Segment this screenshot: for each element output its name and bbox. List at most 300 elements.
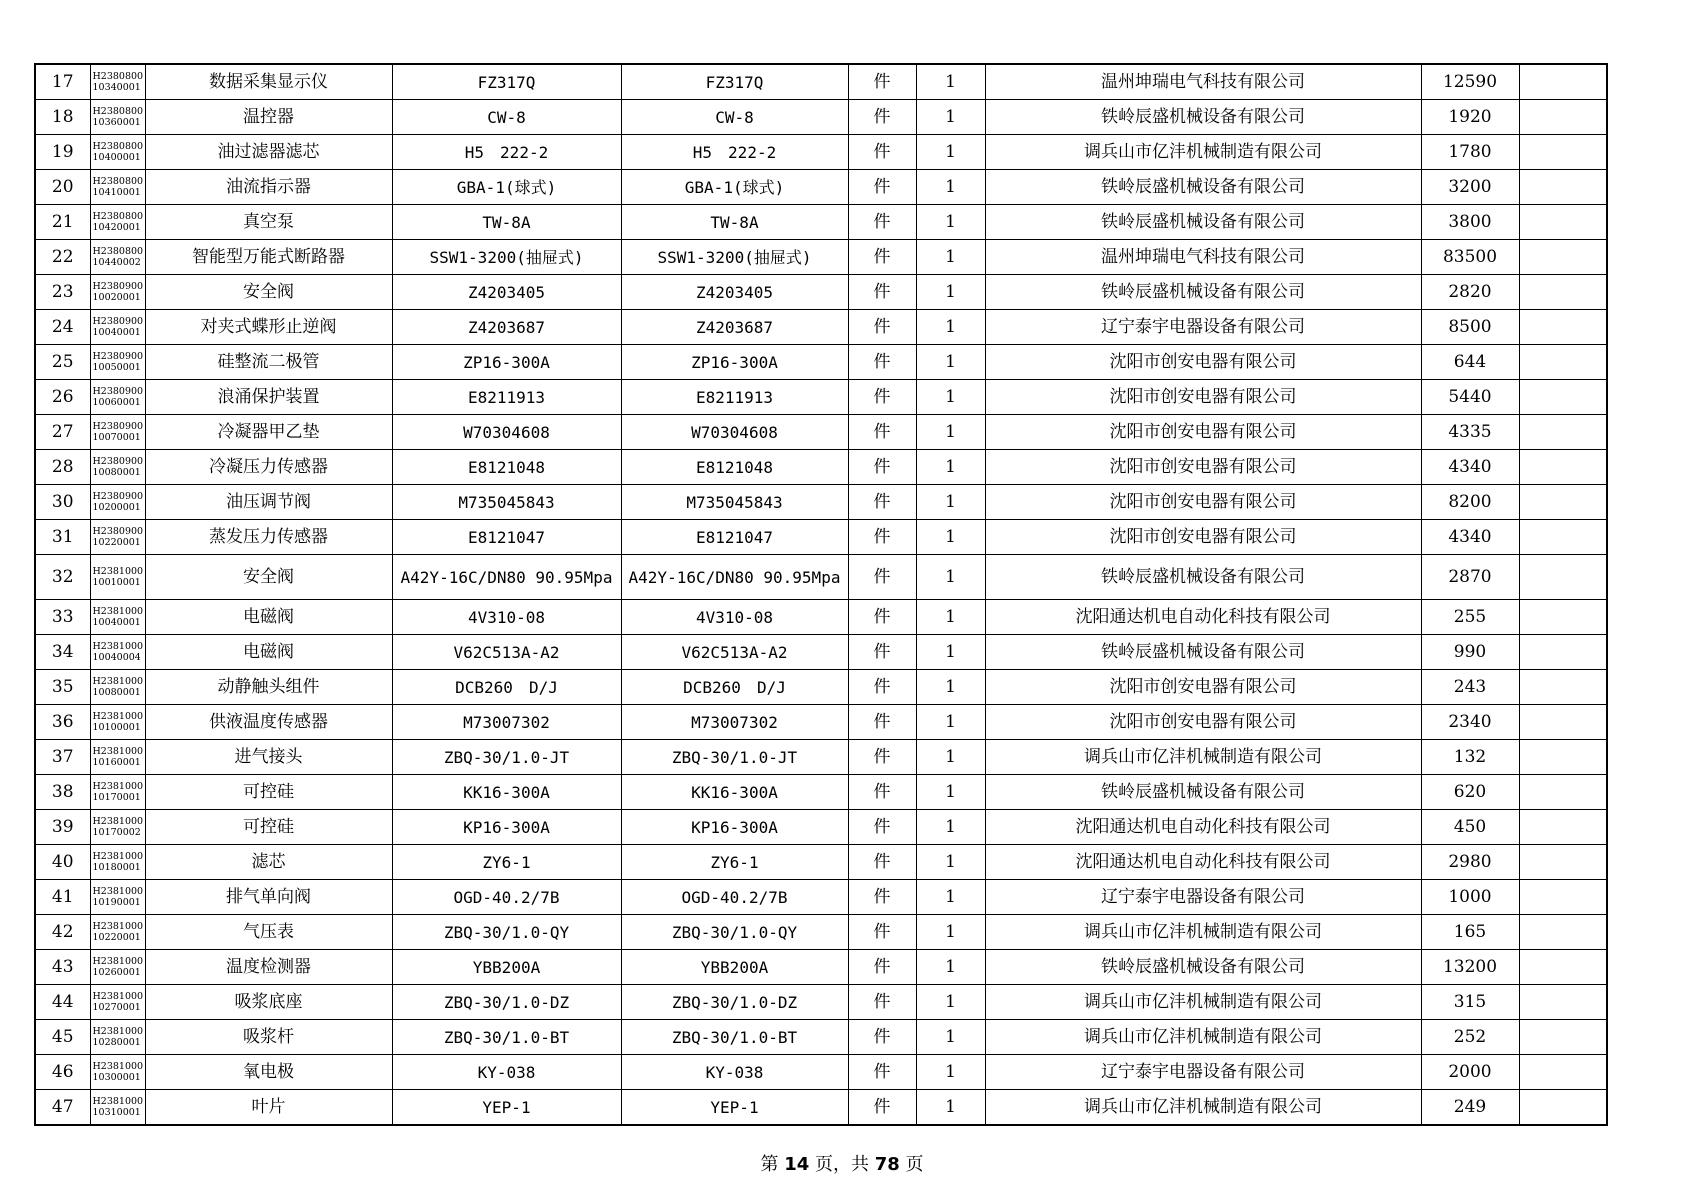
table-row — [35, 170, 1607, 205]
unit-cell: 件 — [848, 740, 916, 775]
item-name-cell: 氧电极 — [145, 1055, 392, 1090]
supplier-cell: 调兵山市亿沣机械制造有限公司 — [985, 985, 1421, 1020]
table-row — [35, 670, 1607, 705]
material-code-cell: H2381000 10010001 — [90, 555, 145, 600]
quantity-cell: 1 — [916, 635, 985, 670]
unit-cell: 件 — [848, 1055, 916, 1090]
table-row — [35, 950, 1607, 985]
item-name-cell: 动静触头组件 — [145, 670, 392, 705]
total-page-number: 78 — [874, 1154, 900, 1175]
remark-cell — [1519, 170, 1607, 205]
quantity-cell: 1 — [916, 310, 985, 345]
row-number-cell: 18 — [35, 100, 90, 135]
specification-cell: M73007302 — [392, 705, 621, 740]
unit-cell: 件 — [848, 555, 916, 600]
supplier-cell: 调兵山市亿沣机械制造有限公司 — [985, 915, 1421, 950]
remark-cell — [1519, 705, 1607, 740]
row-number-cell: 44 — [35, 985, 90, 1020]
specification-cell: E8121047 — [392, 520, 621, 555]
model-cell: 4V310-08 — [621, 600, 848, 635]
remark-cell — [1519, 450, 1607, 485]
material-code-cell: H2381000 10300001 — [90, 1055, 145, 1090]
remark-cell — [1519, 1090, 1607, 1126]
row-number-cell: 41 — [35, 880, 90, 915]
specification-cell: V62C513A-A2 — [392, 635, 621, 670]
specification-cell: YBB200A — [392, 950, 621, 985]
price-cell: 8200 — [1421, 485, 1519, 520]
row-number-cell: 24 — [35, 310, 90, 345]
remark-cell — [1519, 635, 1607, 670]
supplier-cell: 温州坤瑞电气科技有限公司 — [985, 64, 1421, 100]
row-number-cell: 21 — [35, 205, 90, 240]
remark-cell — [1519, 64, 1607, 100]
unit-cell: 件 — [848, 775, 916, 810]
model-cell: ZP16-300A — [621, 345, 848, 380]
price-cell: 1920 — [1421, 100, 1519, 135]
supplier-cell: 沈阳市创安电器有限公司 — [985, 520, 1421, 555]
price-cell: 2980 — [1421, 845, 1519, 880]
supplier-cell: 沈阳市创安电器有限公司 — [985, 450, 1421, 485]
specification-cell: E8121048 — [392, 450, 621, 485]
table-row — [35, 845, 1607, 880]
table-row — [35, 485, 1607, 520]
row-number-cell: 40 — [35, 845, 90, 880]
item-name-cell: 气压表 — [145, 915, 392, 950]
item-name-cell: 浪涌保护装置 — [145, 380, 392, 415]
remark-cell — [1519, 915, 1607, 950]
unit-cell: 件 — [848, 600, 916, 635]
specification-cell: KK16-300A — [392, 775, 621, 810]
price-cell: 3200 — [1421, 170, 1519, 205]
item-name-cell: 油过滤器滤芯 — [145, 135, 392, 170]
row-number-cell: 37 — [35, 740, 90, 775]
supplier-cell: 调兵山市亿沣机械制造有限公司 — [985, 1090, 1421, 1126]
table-row — [35, 1020, 1607, 1055]
material-code-cell: H2380800 10400001 — [90, 135, 145, 170]
remark-cell — [1519, 740, 1607, 775]
table-row — [35, 600, 1607, 635]
specification-cell: ZY6-1 — [392, 845, 621, 880]
unit-cell: 件 — [848, 1090, 916, 1126]
supplier-cell: 铁岭辰盛机械设备有限公司 — [985, 100, 1421, 135]
material-code-cell: H2380900 10070001 — [90, 415, 145, 450]
model-cell: H5 222-2 — [621, 135, 848, 170]
row-number-cell: 31 — [35, 520, 90, 555]
quantity-cell: 1 — [916, 520, 985, 555]
quantity-cell: 1 — [916, 205, 985, 240]
table-row — [35, 740, 1607, 775]
price-cell: 644 — [1421, 345, 1519, 380]
item-name-cell: 安全阀 — [145, 555, 392, 600]
table-row — [35, 240, 1607, 275]
specification-cell: FZ317Q — [392, 64, 621, 100]
quantity-cell: 1 — [916, 100, 985, 135]
item-name-cell: 冷凝器甲乙垫 — [145, 415, 392, 450]
quantity-cell: 1 — [916, 670, 985, 705]
unit-cell: 件 — [848, 345, 916, 380]
unit-cell: 件 — [848, 100, 916, 135]
item-name-cell: 吸浆杆 — [145, 1020, 392, 1055]
material-code-cell: H2380900 10060001 — [90, 380, 145, 415]
material-code-cell: H2380800 10360001 — [90, 100, 145, 135]
price-cell: 255 — [1421, 600, 1519, 635]
table-row — [35, 100, 1607, 135]
item-name-cell: 可控硅 — [145, 775, 392, 810]
material-code-cell: H2380800 10420001 — [90, 205, 145, 240]
row-number-cell: 19 — [35, 135, 90, 170]
model-cell: YBB200A — [621, 950, 848, 985]
model-cell: W70304608 — [621, 415, 848, 450]
model-cell: TW-8A — [621, 205, 848, 240]
item-name-cell: 电磁阀 — [145, 600, 392, 635]
supplier-cell: 沈阳市创安电器有限公司 — [985, 670, 1421, 705]
footer-mid: 页，共 — [815, 1154, 869, 1175]
remark-cell — [1519, 1055, 1607, 1090]
item-name-cell: 吸浆底座 — [145, 985, 392, 1020]
table-row — [35, 415, 1607, 450]
unit-cell: 件 — [848, 310, 916, 345]
quantity-cell: 1 — [916, 1090, 985, 1126]
material-code-cell: H2380900 10220001 — [90, 520, 145, 555]
specification-cell: SSW1-3200(抽屉式) — [392, 240, 621, 275]
table-row — [35, 520, 1607, 555]
row-number-cell: 45 — [35, 1020, 90, 1055]
price-cell: 252 — [1421, 1020, 1519, 1055]
price-cell: 620 — [1421, 775, 1519, 810]
model-cell: Z4203405 — [621, 275, 848, 310]
model-cell: KY-038 — [621, 1055, 848, 1090]
table-row — [35, 64, 1607, 100]
model-cell: M73007302 — [621, 705, 848, 740]
specification-cell: W70304608 — [392, 415, 621, 450]
table-row — [35, 915, 1607, 950]
unit-cell: 件 — [848, 880, 916, 915]
price-cell: 1000 — [1421, 880, 1519, 915]
material-code-cell: H2381000 10040001 — [90, 600, 145, 635]
price-cell: 4340 — [1421, 520, 1519, 555]
remark-cell — [1519, 100, 1607, 135]
quantity-cell: 1 — [916, 985, 985, 1020]
quantity-cell: 1 — [916, 485, 985, 520]
unit-cell: 件 — [848, 635, 916, 670]
row-number-cell: 26 — [35, 380, 90, 415]
price-cell: 2870 — [1421, 555, 1519, 600]
specification-cell: ZBQ-30/1.0-QY — [392, 915, 621, 950]
specification-cell: Z4203687 — [392, 310, 621, 345]
supplier-cell: 铁岭辰盛机械设备有限公司 — [985, 275, 1421, 310]
model-cell: OGD-40.2/7B — [621, 880, 848, 915]
specification-cell: DCB260 D/J — [392, 670, 621, 705]
specification-cell: ZP16-300A — [392, 345, 621, 380]
material-code-cell: H2380900 10050001 — [90, 345, 145, 380]
remark-cell — [1519, 485, 1607, 520]
unit-cell: 件 — [848, 985, 916, 1020]
material-code-cell: H2380900 10020001 — [90, 275, 145, 310]
quantity-cell: 1 — [916, 845, 985, 880]
item-name-cell: 电磁阀 — [145, 635, 392, 670]
item-name-cell: 叶片 — [145, 1090, 392, 1126]
supplier-cell: 调兵山市亿沣机械制造有限公司 — [985, 740, 1421, 775]
model-cell: V62C513A-A2 — [621, 635, 848, 670]
specification-cell: ZBQ-30/1.0-DZ — [392, 985, 621, 1020]
material-code-cell: H2381000 10280001 — [90, 1020, 145, 1055]
remark-cell — [1519, 1020, 1607, 1055]
unit-cell: 件 — [848, 950, 916, 985]
supplier-cell: 沈阳市创安电器有限公司 — [985, 415, 1421, 450]
specification-cell: TW-8A — [392, 205, 621, 240]
quantity-cell: 1 — [916, 135, 985, 170]
table-row — [35, 205, 1607, 240]
price-cell: 2340 — [1421, 705, 1519, 740]
table-row — [35, 1090, 1607, 1126]
price-cell: 243 — [1421, 670, 1519, 705]
quantity-cell: 1 — [916, 880, 985, 915]
row-number-cell: 38 — [35, 775, 90, 810]
price-cell: 2000 — [1421, 1055, 1519, 1090]
item-name-cell: 进气接头 — [145, 740, 392, 775]
specification-cell: A42Y-16C/DN80 90.95Mpa — [392, 555, 621, 600]
remark-cell — [1519, 600, 1607, 635]
remark-cell — [1519, 520, 1607, 555]
item-name-cell: 智能型万能式断路器 — [145, 240, 392, 275]
supplier-cell: 调兵山市亿沣机械制造有限公司 — [985, 135, 1421, 170]
unit-cell: 件 — [848, 275, 916, 310]
item-name-cell: 滤芯 — [145, 845, 392, 880]
specification-cell: M735045843 — [392, 485, 621, 520]
footer-prefix: 第 — [760, 1154, 779, 1175]
model-cell: E8211913 — [621, 380, 848, 415]
unit-cell: 件 — [848, 485, 916, 520]
table-row — [35, 345, 1607, 380]
row-number-cell: 28 — [35, 450, 90, 485]
model-cell: ZBQ-30/1.0-BT — [621, 1020, 848, 1055]
footer-suffix: 页 — [905, 1154, 924, 1175]
item-name-cell: 对夹式蝶形止逆阀 — [145, 310, 392, 345]
quantity-cell: 1 — [916, 1020, 985, 1055]
remark-cell — [1519, 345, 1607, 380]
unit-cell: 件 — [848, 205, 916, 240]
specification-cell: ZBQ-30/1.0-JT — [392, 740, 621, 775]
table-row — [35, 985, 1607, 1020]
unit-cell: 件 — [848, 845, 916, 880]
price-cell: 12590 — [1421, 64, 1519, 100]
item-name-cell: 冷凝压力传感器 — [145, 450, 392, 485]
unit-cell: 件 — [848, 915, 916, 950]
table-row — [35, 275, 1607, 310]
price-cell: 450 — [1421, 810, 1519, 845]
model-cell: E8121048 — [621, 450, 848, 485]
material-code-cell: H2381000 10180001 — [90, 845, 145, 880]
material-code-cell: H2381000 10190001 — [90, 880, 145, 915]
unit-cell: 件 — [848, 1020, 916, 1055]
table-row — [35, 310, 1607, 345]
supplier-cell: 辽宁泰宇电器设备有限公司 — [985, 880, 1421, 915]
material-code-cell: H2380900 10080001 — [90, 450, 145, 485]
item-name-cell: 安全阀 — [145, 275, 392, 310]
supplier-cell: 沈阳市创安电器有限公司 — [985, 380, 1421, 415]
quantity-cell: 1 — [916, 1055, 985, 1090]
specification-cell: YEP-1 — [392, 1090, 621, 1126]
quantity-cell: 1 — [916, 600, 985, 635]
remark-cell — [1519, 880, 1607, 915]
item-name-cell: 油流指示器 — [145, 170, 392, 205]
quantity-cell: 1 — [916, 555, 985, 600]
table-row — [35, 450, 1607, 485]
row-number-cell: 34 — [35, 635, 90, 670]
supplier-cell: 沈阳市创安电器有限公司 — [985, 345, 1421, 380]
parts-table — [34, 63, 1608, 1126]
specification-cell: E8211913 — [392, 380, 621, 415]
item-name-cell: 排气单向阀 — [145, 880, 392, 915]
table-row — [35, 1055, 1607, 1090]
price-cell: 5440 — [1421, 380, 1519, 415]
model-cell: ZBQ-30/1.0-QY — [621, 915, 848, 950]
model-cell: FZ317Q — [621, 64, 848, 100]
table-row — [35, 880, 1607, 915]
specification-cell: 4V310-08 — [392, 600, 621, 635]
model-cell: KK16-300A — [621, 775, 848, 810]
row-number-cell: 30 — [35, 485, 90, 520]
quantity-cell: 1 — [916, 380, 985, 415]
unit-cell: 件 — [848, 520, 916, 555]
supplier-cell: 辽宁泰宇电器设备有限公司 — [985, 310, 1421, 345]
price-cell: 3800 — [1421, 205, 1519, 240]
table-row — [35, 135, 1607, 170]
supplier-cell: 铁岭辰盛机械设备有限公司 — [985, 950, 1421, 985]
price-cell: 132 — [1421, 740, 1519, 775]
supplier-cell: 沈阳通达机电自动化科技有限公司 — [985, 810, 1421, 845]
unit-cell: 件 — [848, 810, 916, 845]
material-code-cell: H2380800 10410001 — [90, 170, 145, 205]
material-code-cell: H2381000 10310001 — [90, 1090, 145, 1126]
remark-cell — [1519, 670, 1607, 705]
quantity-cell: 1 — [916, 950, 985, 985]
price-cell: 13200 — [1421, 950, 1519, 985]
model-cell: Z4203687 — [621, 310, 848, 345]
row-number-cell: 47 — [35, 1090, 90, 1126]
supplier-cell: 沈阳市创安电器有限公司 — [985, 485, 1421, 520]
specification-cell: GBA-1(球式) — [392, 170, 621, 205]
model-cell: ZBQ-30/1.0-DZ — [621, 985, 848, 1020]
supplier-cell: 沈阳通达机电自动化科技有限公司 — [985, 845, 1421, 880]
specification-cell: CW-8 — [392, 100, 621, 135]
material-code-cell: H2381000 10170002 — [90, 810, 145, 845]
remark-cell — [1519, 775, 1607, 810]
unit-cell: 件 — [848, 450, 916, 485]
row-number-cell: 43 — [35, 950, 90, 985]
supplier-cell: 温州坤瑞电气科技有限公司 — [985, 240, 1421, 275]
item-name-cell: 可控硅 — [145, 810, 392, 845]
supplier-cell: 调兵山市亿沣机械制造有限公司 — [985, 1020, 1421, 1055]
material-code-cell: H2380800 10340001 — [90, 64, 145, 100]
unit-cell: 件 — [848, 415, 916, 450]
remark-cell — [1519, 810, 1607, 845]
specification-cell: OGD-40.2/7B — [392, 880, 621, 915]
remark-cell — [1519, 555, 1607, 600]
item-name-cell: 真空泵 — [145, 205, 392, 240]
remark-cell — [1519, 380, 1607, 415]
price-cell: 1780 — [1421, 135, 1519, 170]
supplier-cell: 铁岭辰盛机械设备有限公司 — [985, 635, 1421, 670]
item-name-cell: 数据采集显示仪 — [145, 64, 392, 100]
parts-table-container — [34, 63, 1608, 1126]
quantity-cell: 1 — [916, 775, 985, 810]
table-row — [35, 775, 1607, 810]
specification-cell: KY-038 — [392, 1055, 621, 1090]
supplier-cell: 辽宁泰宇电器设备有限公司 — [985, 1055, 1421, 1090]
remark-cell — [1519, 135, 1607, 170]
row-number-cell: 25 — [35, 345, 90, 380]
item-name-cell: 供液温度传感器 — [145, 705, 392, 740]
unit-cell: 件 — [848, 170, 916, 205]
remark-cell — [1519, 275, 1607, 310]
row-number-cell: 35 — [35, 670, 90, 705]
item-name-cell: 油压调节阀 — [145, 485, 392, 520]
row-number-cell: 39 — [35, 810, 90, 845]
supplier-cell: 沈阳市创安电器有限公司 — [985, 705, 1421, 740]
model-cell: M735045843 — [621, 485, 848, 520]
row-number-cell: 32 — [35, 555, 90, 600]
quantity-cell: 1 — [916, 275, 985, 310]
table-row — [35, 810, 1607, 845]
model-cell: SSW1-3200(抽屉式) — [621, 240, 848, 275]
quantity-cell: 1 — [916, 64, 985, 100]
model-cell: GBA-1(球式) — [621, 170, 848, 205]
model-cell: CW-8 — [621, 100, 848, 135]
material-code-cell: H2380900 10040001 — [90, 310, 145, 345]
model-cell: KP16-300A — [621, 810, 848, 845]
price-cell: 165 — [1421, 915, 1519, 950]
remark-cell — [1519, 985, 1607, 1020]
material-code-cell: H2380800 10440002 — [90, 240, 145, 275]
model-cell: E8121047 — [621, 520, 848, 555]
price-cell: 2820 — [1421, 275, 1519, 310]
unit-cell: 件 — [848, 670, 916, 705]
supplier-cell: 铁岭辰盛机械设备有限公司 — [985, 205, 1421, 240]
row-number-cell: 22 — [35, 240, 90, 275]
model-cell: DCB260 D/J — [621, 670, 848, 705]
quantity-cell: 1 — [916, 705, 985, 740]
specification-cell: H5 222-2 — [392, 135, 621, 170]
quantity-cell: 1 — [916, 810, 985, 845]
specification-cell: ZBQ-30/1.0-BT — [392, 1020, 621, 1055]
price-cell: 83500 — [1421, 240, 1519, 275]
material-code-cell: H2381000 10270001 — [90, 985, 145, 1020]
table-row — [35, 555, 1607, 600]
row-number-cell: 42 — [35, 915, 90, 950]
quantity-cell: 1 — [916, 170, 985, 205]
remark-cell — [1519, 240, 1607, 275]
material-code-cell: H2381000 10160001 — [90, 740, 145, 775]
remark-cell — [1519, 950, 1607, 985]
quantity-cell: 1 — [916, 915, 985, 950]
item-name-cell: 温控器 — [145, 100, 392, 135]
material-code-cell: H2381000 10100001 — [90, 705, 145, 740]
row-number-cell: 27 — [35, 415, 90, 450]
supplier-cell: 铁岭辰盛机械设备有限公司 — [985, 775, 1421, 810]
remark-cell — [1519, 310, 1607, 345]
unit-cell: 件 — [848, 380, 916, 415]
supplier-cell: 铁岭辰盛机械设备有限公司 — [985, 555, 1421, 600]
unit-cell: 件 — [848, 64, 916, 100]
material-code-cell: H2381000 10080001 — [90, 670, 145, 705]
row-number-cell: 33 — [35, 600, 90, 635]
price-cell: 249 — [1421, 1090, 1519, 1126]
model-cell: ZY6-1 — [621, 845, 848, 880]
material-code-cell: H2381000 10220001 — [90, 915, 145, 950]
page-footer — [0, 1150, 1684, 1176]
quantity-cell: 1 — [916, 415, 985, 450]
